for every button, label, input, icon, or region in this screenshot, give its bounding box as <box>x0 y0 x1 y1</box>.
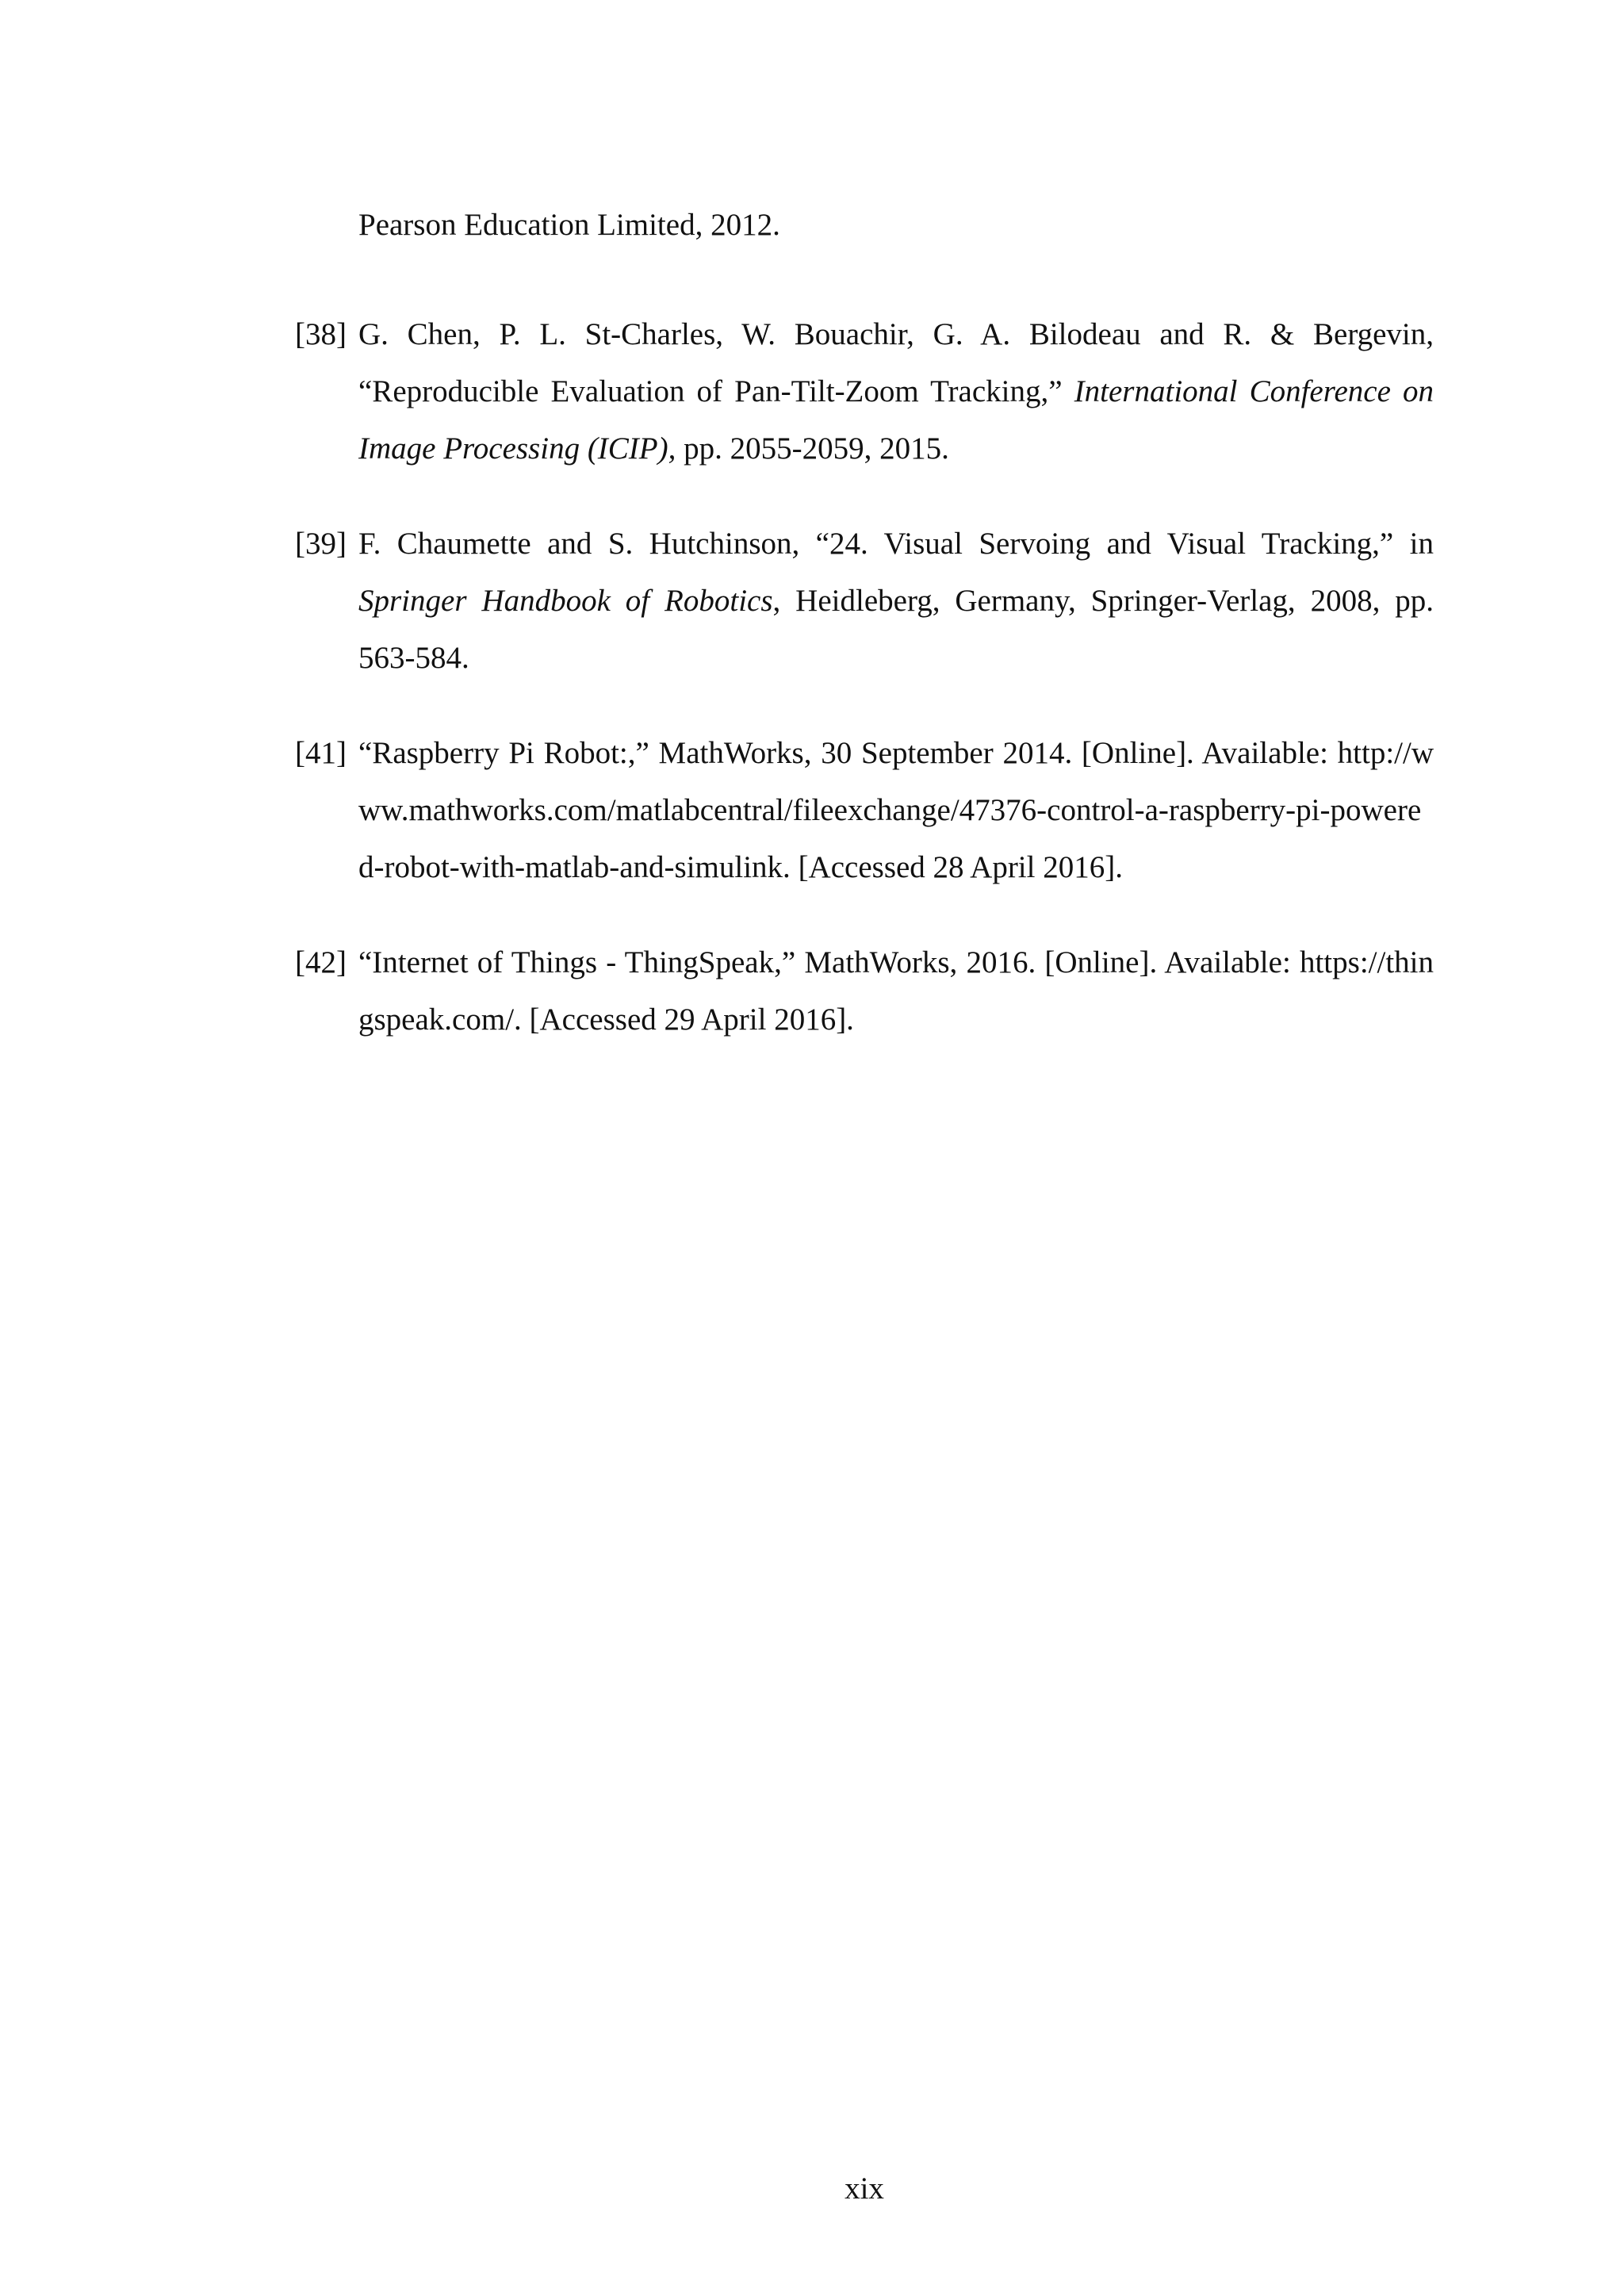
reference-item-38 <box>295 306 1434 477</box>
reference-item-39 <box>295 516 1434 687</box>
reference-text <box>358 725 1434 896</box>
reference-text-tail: , Heidleberg, Germany, Springer-Verlag, 2008, pp. 563-584. <box>358 584 1434 675</box>
reference-number: [39] <box>295 527 347 561</box>
reference-number: [38] <box>295 317 347 351</box>
reference-text <box>358 934 1434 1048</box>
reference-text <box>358 516 1434 687</box>
reference-item-42 <box>295 934 1434 1048</box>
reference-text-plain: F. Chaumette and S. Hutchinson, “24. Visual Servoing and Visual Tracking,” in <box>358 527 1434 561</box>
reference-url-link[interactable]: https://thingspeak.com/. <box>358 945 1434 1037</box>
reference-text-tail: [Accessed 28 April 2016]. <box>790 850 1123 884</box>
reference-continuation: Pearson Education Limited, 2012. <box>358 208 780 242</box>
reference-number: [42] <box>295 945 347 979</box>
reference-text-plain: G. Chen, P. L. St-Charles, W. Bouachir, G. A. Bilodeau and R. & Bergevin, “Reproducible Evaluation of Pan-Tilt-Zoom Tracking,” <box>358 317 1434 408</box>
page-number: xix <box>845 2171 884 2206</box>
reference-item-41 <box>295 725 1434 896</box>
reference-url-link[interactable]: http://www.mathworks.com/matlabcentral/fileexchange/47376-control-a-raspberry-pi-powered-robot-with-matlab-and-simulink. <box>358 736 1434 884</box>
reference-text-tail: pp. 2055-2059, 2015. <box>676 431 949 466</box>
reference-text <box>358 306 1434 477</box>
reference-text-tail: [Accessed 29 April 2016]. <box>521 1002 854 1037</box>
reference-list <box>295 306 1434 1087</box>
reference-text-plain: “Internet of Things - ThingSpeak,” MathWorks, 2016. [Online]. Available: <box>358 945 1300 979</box>
reference-venue: Springer Handbook of Robotics <box>358 584 773 618</box>
reference-text-plain: “Raspberry Pi Robot:,” MathWorks, 30 September 2014. [Online]. Available: <box>358 736 1338 770</box>
reference-number: [41] <box>295 736 347 770</box>
reference-venue: International Conference on Image Processing (ICIP), <box>358 374 1434 466</box>
